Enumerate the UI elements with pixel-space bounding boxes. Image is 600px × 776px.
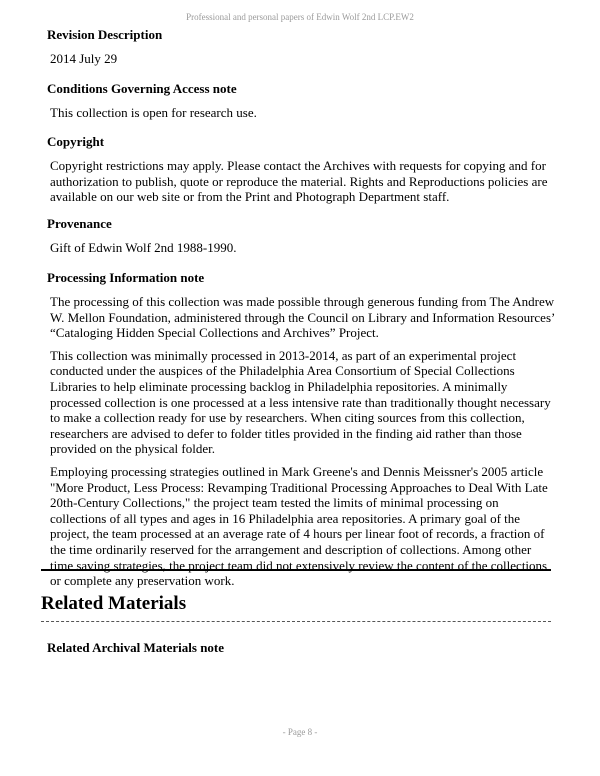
processing-paragraph-strategies: Employing processing strategies outlined in Mark Greene's and Dennis Meissner's 2005 article "More Product, Less Process: Revamping Traditional Processing Approaches to Deal With Late 20th-Century Collections," the project team tested the limits of minimal processing on collections of all types and ages in 16 Philadelphia area repositories. A primary goal of the project, the team processed at an average rate of 4 hours per linear foot of records, a fraction of the time ordinarily reserved for the arrangement and description of collections. Among other time saving strategies, the project team did not extensively review the content of the collections or complete any preservation work. — [50, 463, 548, 589]
processing-paragraph-minimal: This collection was minimally processed in 2013-2014, as part of an experimental project conducted under the auspices of the Philadelphia Area Consortium of Special Collections Libraries to help eliminate processing backlog in Philadelphia repositories. A minimally processed collection is one processed at a less intensive rate than traditionally thought necessary to make a collection ready for use by researchers. When citing sources from this collection, researchers are advised to defer to folder titles provided in the finding aid rather than those provided on the physical folder. — [50, 347, 551, 457]
access-section — [47, 81, 557, 121]
dashed-divider — [41, 621, 551, 622]
provenance-text: Gift of Edwin Wolf 2nd 1988-1990. — [50, 240, 237, 255]
revision-description-heading: Revision Description — [47, 27, 163, 42]
copyright-section — [47, 134, 557, 205]
revision-date: 2014 July 29 — [50, 51, 118, 66]
copyright-text: Copyright restrictions may apply. Please contact the Archives with requests for copying and for authorization to publish, quote or reproduce the material. Rights and Reproductions policies are available on our web site or from the Print and Photograph Department staff. — [50, 158, 548, 205]
running-header: Professional and personal papers of Edwin Wolf 2nd LCP.EW2 — [186, 12, 414, 22]
section-divider — [41, 569, 551, 571]
processing-section — [47, 270, 557, 589]
page-number: - Page 8 - — [282, 727, 318, 737]
related-archival-section — [47, 640, 557, 656]
provenance-heading: Provenance — [47, 216, 112, 231]
processing-heading: Processing Information note — [47, 270, 205, 285]
access-heading: Conditions Governing Access note — [47, 81, 237, 96]
revision-description-section — [47, 27, 557, 67]
processing-paragraph-funding: The processing of this collection was made possible through generous funding from The Andrew W. Mellon Foundation, administered through the Council on Library and Information Resources’ “Cataloging Hidden Special Collections and Archives” Project. — [50, 294, 555, 341]
copyright-heading: Copyright — [47, 134, 105, 149]
related-archival-heading: Related Archival Materials note — [47, 640, 225, 655]
provenance-section — [47, 216, 557, 256]
related-materials-title: Related Materials — [41, 593, 187, 614]
access-text: This collection is open for research use. — [50, 105, 257, 120]
